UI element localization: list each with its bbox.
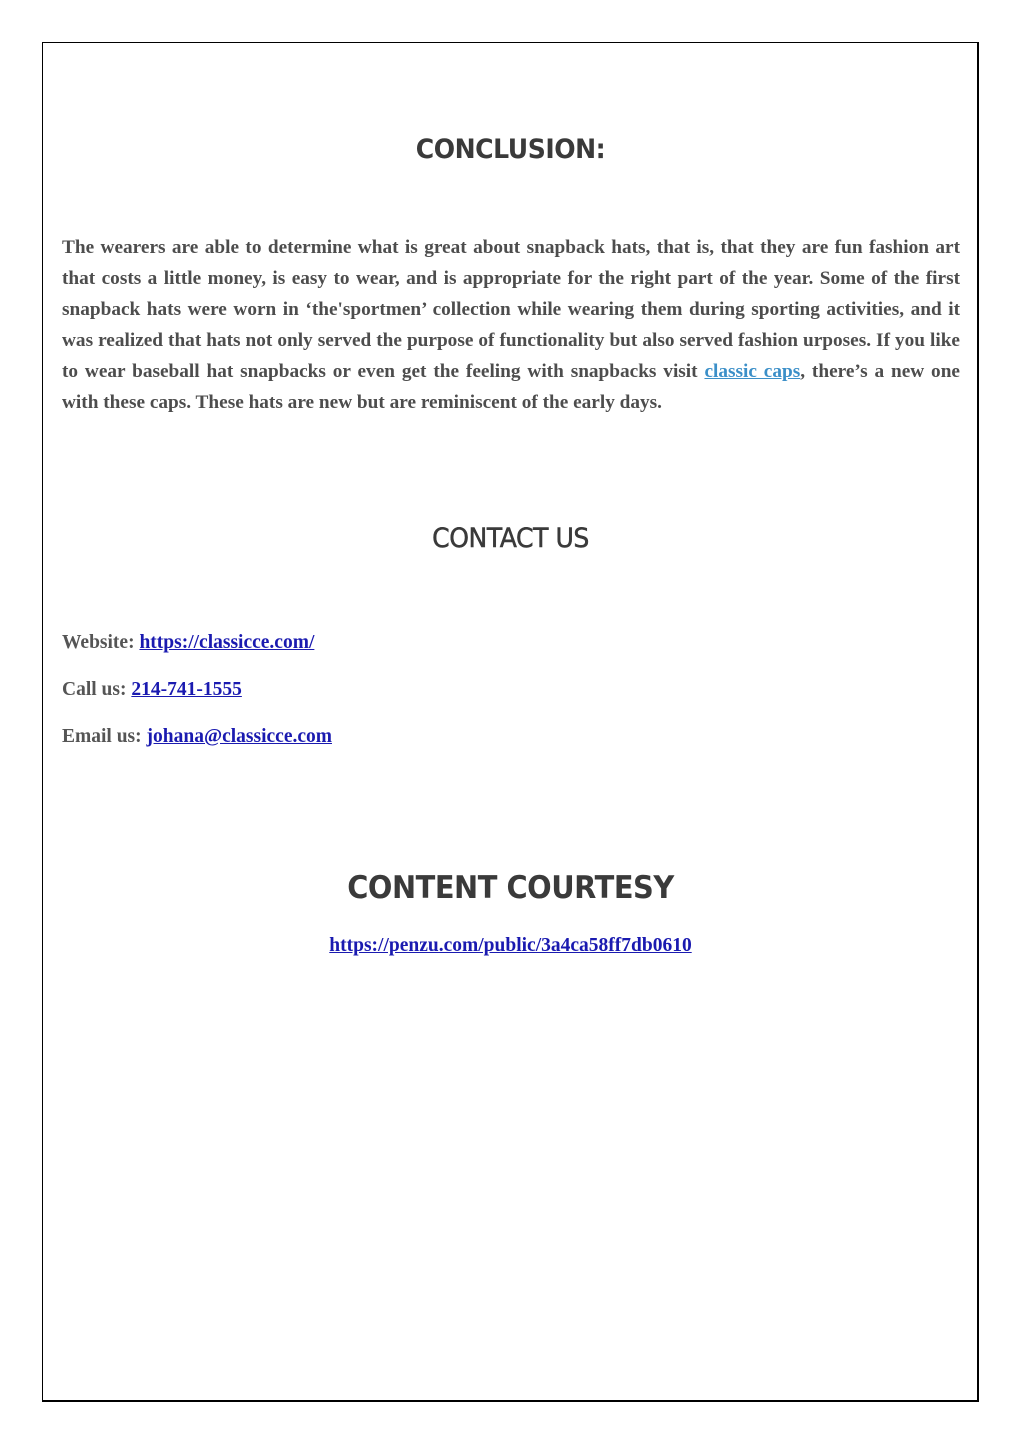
courtesy-line <box>42 935 979 957</box>
conclusion-paragraph <box>62 232 960 418</box>
conclusion-text-start: The wearers are able to determine what is great about snapback hats, that is, that they are fun fashion art that costs a little money, is easy to wear, and is appropriate for the right part of the year. Some of the first snapback hats were worn in ‘the'sportmen’ collection while wearing them during sporting activities, and it was realized that hats not only served the purpose of functionality but also served fashion urposes. If you like to wear baseball hat snapbacks or even get the feeling with snapbacks visit <box>62 237 960 382</box>
website-line <box>62 632 314 654</box>
website-label: Website: <box>62 632 140 653</box>
email-label: Email us: <box>62 726 147 747</box>
courtesy-link[interactable]: https://penzu.com/public/3a4ca58ff7db0610 <box>329 935 692 956</box>
contact-us-heading: CONTACT US <box>432 523 589 554</box>
call-line <box>62 679 242 701</box>
content-courtesy-heading: CONTENT COURTESY <box>347 870 674 906</box>
website-link[interactable]: https://classicce.com/ <box>139 632 315 653</box>
email-link[interactable]: johana@classicce.com <box>146 726 332 747</box>
call-label: Call us: <box>62 679 132 700</box>
phone-link[interactable]: 214-741-1555 <box>131 679 242 700</box>
email-line <box>62 726 332 748</box>
conclusion-heading: CONCLUSION: <box>415 134 606 165</box>
conclusion-text-end: , there’s a new one with these caps. These hats are new but are reminiscent of the early days. <box>62 361 960 413</box>
classic-caps-link[interactable]: classic caps <box>704 361 801 382</box>
